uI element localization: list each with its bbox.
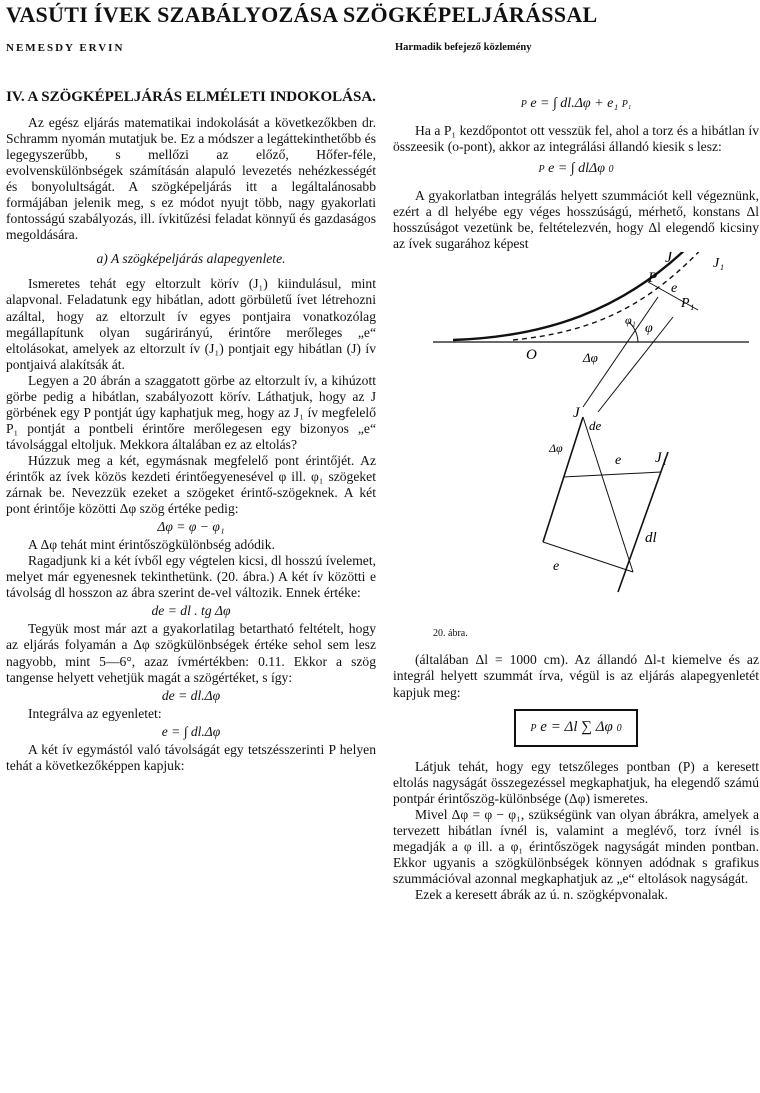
subsection-heading: a) A szögképeljárás alapegyenlete. [96,251,286,267]
figure-caption: 20. ábra. [433,628,468,640]
figure-20 [393,252,759,624]
paragraph-tangents: Húzzuk meg a két, egymásnak megfelelő pont érintőjét. Az érintők az ívek közös kezdeti érintőegyenesével φ ill. φ₁ szögeket zárnak be. Nevezzük ezeket a szögeket érintő-szögeknek. A két pont érintője közötti Δφ szög értéke pedig: [6,452,376,517]
label-J-lower: J [573,405,580,422]
equation-delta-phi: Δφ = φ − φ₁ [157,519,225,535]
right-column [393,90,759,903]
author-name: NEMESDY ERVIN [6,42,125,54]
basic-equation-wrap [393,709,759,747]
paragraph-difference: A Δφ tehát mint érintőszögkülönbség adódik. [28,537,275,553]
paragraph-intro: Az egész eljárás matematikai indokolását a következőkben dr. Schramm nyomán mutatjuk be. Ez a módszer a legáttekinthetőbb és legegyszerűbb, s mellőzi az előző, Hőfer-féle, evolvenskülönbségek számításán alapuló levezetés nehézkességét és bonyolultságát. A szögképeljárás itt a legáltalánosabb formájában jelenik meg, s ez módot nyujt több, nagy gyakorlati fontosságú szabályozás, ill. ívkitűzési feladat könnyű és gazdaságos megoldására. [6,115,376,243]
equation-de-tan: de = dl . tg Δφ [151,603,231,619]
equation-integral-zero [393,161,759,178]
label-J: J [665,252,673,267]
equation-integral: e = ∫ dl.Δφ [161,723,221,739]
eq6-upper-limit: P [538,164,545,176]
equation-integral-constant [393,96,759,113]
paragraph-constant: (általában Δl = 1000 cm). Az állandó Δl-t kiemelve és az integrál helyett szummát írva, végül is az eljárás alapegyenletét kapjuk meg: [393,652,759,700]
eq7-lower-limit: 0 [616,722,622,734]
normal-top [563,472,661,477]
left-column [6,88,376,774]
label-O: O [526,347,537,364]
label-e-lower: e [553,559,560,575]
paragraph-integrate: Integrálva az egyenletet: [28,705,162,721]
label-e-mid: e [615,453,622,469]
installment-note: Harmadik befejező közlemény [395,42,532,53]
paragraph-element: Ragadjunk ki a két ívből egy végtelen kicsi, dl hosszú ívelemet, melyet már egyenesnek tekinthetünk. (20. ábra.) A két ív közötti e távolság dl hosszon az ábra szerint de-vel változik. Ennek értéke: [6,553,376,601]
label-de: de [589,418,602,434]
paragraph-task: Ismeretes tehát egy eltorzult körív (J₁) kiindulásul, mint alapvonal. Feladatunk egy hibátlan, adott görbületű ívet létrehozni azáltal, hogy az eltorzult ív egyes pontjaira vonatkozólag megállapítunk olyan sugárirányú, érintőre merőleges „e“ eltolásokat, amelyek az eltorzult ív (J₁) pontjait egy hibátlan (J) ív pontjaivá alakítsák át. [6,276,376,372]
label-dphi-top: Δφ [583,350,598,366]
eq6-lower-limit: 0 [608,164,614,176]
curve-J-segment [543,417,583,542]
label-dphi-lower: Δφ [549,441,563,456]
article-title: VASÚTI ÍVEK SZABÁLYOZÁSA SZÖGKÉPELJÁRÁSSAL [6,2,598,27]
section-title: IV. A SZÖGKÉPELJÁRÁS ELMÉLETI INDOKOLÁSA. [6,89,376,105]
curve-J [453,252,693,340]
paragraph-distance: A két ív egymástól való távolságát egy tetszésszerinti P helyen tehát a következőképpen kapjuk: [6,741,376,773]
paragraph-angle-diagrams: Mivel Δφ = φ − φ₁, szükségünk van olyan ábrákra, amelyek a tervezett hibátlan ívnél is, valamint a meglévő, torz ívnél is megadják a φ ill. a φ₁ érintőszögek nagyságát minden pontban. Ekkor ugyanis a szögkülönbségek könnyen adódnak s grafikus szummációval azonnal megkaphatjuk az „e“ eltolások nagyságát. [393,806,759,886]
label-P1: P₁ [681,296,695,312]
paragraph-start-point: Ha a P₁ kezdőpontot ott vesszük fel, ahol a torz és a hibátlan ív összeesik (o-pont), akkor az integrálási állandó kiesik s lesz: [393,123,759,155]
label-P: P [648,270,658,287]
label-J1: J₁ [713,256,725,272]
paragraph-final: Ezek a keresett ábrák az ú. n. szögképvonalak. [415,886,668,902]
curve-J1 [513,252,708,340]
basic-equation-box [514,709,637,747]
paragraph-figure-ref: Legyen a 20 ábrán a szaggatott görbe az eltorzult ív, a kihúzott görbe pedig a hibátlan, szabályozott körív. Láthatjuk, hogy az J görbének egy P pontját úgy kaphatjuk meg, hogy az J₁ ív megfelelő P₁ pontját a pontbeli érintőre merőlegesen egy bizonyos „e“ távolsággal eltoljuk. Mekkora általában ez az eltolás? [6,372,376,452]
label-dl: dl [645,530,657,547]
eq7-upper-limit: P [530,722,537,734]
line-dl-direction [583,417,633,572]
label-e-top: e [671,281,678,297]
equation-de: de = dl.Δφ [161,687,221,703]
paragraph-conclusion: Látjuk tehát, hogy egy tetszőleges pontban (P) a keresett eltolás nagyságát összegezéssel megkaphatjuk, ha elegendő számú pontpár érintőszög-különbsége (Δφ) ismeretes. [393,758,759,806]
paragraph-summation: A gyakorlatban integrálás helyett szummációt kell végeznünk, ezért a dl helyébe egy véges hosszúságú, mérhető, konstans Δl hosszúságot vezetünk be, feltételezvén, hogy Δl elegendő kicsiny az ívek sugarához képest [393,188,759,252]
label-J1-lower: J₁ [655,450,667,467]
eq5-body: e = ∫ dl.Δφ + e₁ [530,96,619,111]
label-phi1: φ₁ [625,313,636,328]
eq5-lower-limit: P₁ [621,99,632,110]
eq6-body: e = ∫ dlΔφ [548,161,605,177]
label-phi: φ [645,321,653,337]
eq5-upper-limit: P [520,99,527,110]
paragraph-small-angle: Tegyük most már azt a gyakorlatilag betartható feltételt, hogy az eljárás folyamán a Δφ szögkülönbségek értéke sehol sem lesz nagyobb, mint 5—6°, azaz ívmértékben: 0.11. Ekkor a szög tangense helyett vehetjük magát a szögértéket, s így: [6,621,376,685]
eq7-body: e = Δl ∑ Δφ [540,718,613,735]
